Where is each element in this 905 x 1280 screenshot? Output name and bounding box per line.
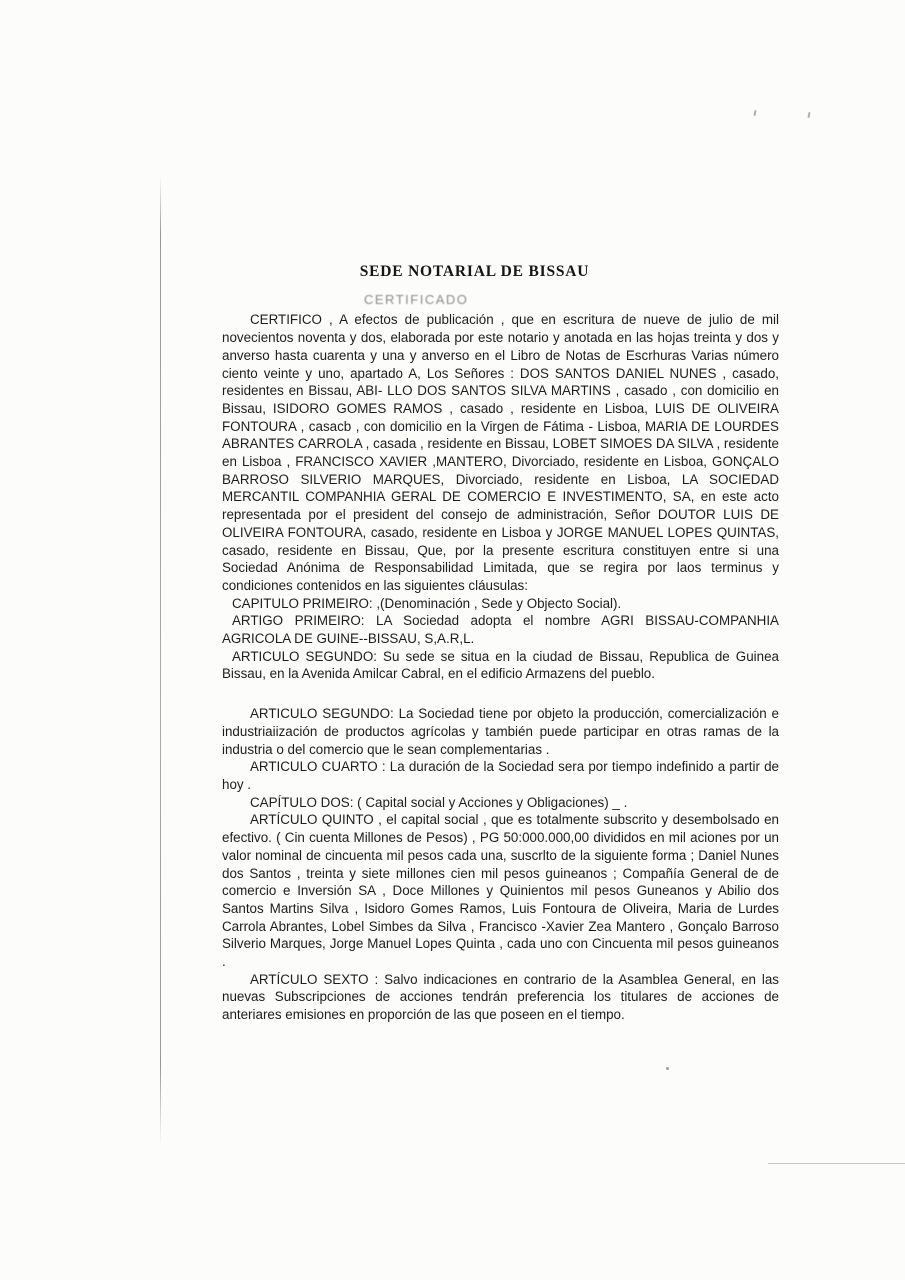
paragraph-articulo-quinto: ARTÍCULO QUINTO , el capital social , que es totalmente subscrito y desembolsado en efectivo. ( Cin cuenta Millones de Pesos) , PG 50:000.000,00 divididos en mil aciones por un valor nominal de cincuenta mil pesos cada una, suscrlto de la siguiente forma ; Daniel Nunes dos Santos , treinta y siete millones cien mil pesos guineanos ; Compañía General de de comercio e Inversión SA , Doce Millones y Quinientos mil pesos Guneanos y Abilio dos Santos Martins Silva , Isidoro Gomes Ramos, Luis Fontoura de Oliveira, Maria de Lurdes Carrola Abrantes, Lobel Simbes da Silva , Francisco -Xavier Zea Mantero , Gonçalo Barroso Silverio Marques, Jorge Manuel Lopes Quinta , cada uno con Cincuenta mil pesos guineanos . — [222, 812, 779, 970]
scan-edge-line — [768, 1163, 905, 1164]
ink-dot — [666, 1067, 669, 1070]
paragraph-articulo-sexto: ARTÍCULO SEXTO : Salvo indicaciones en contrario de la Asamblea General, en las nuevas Subscripciones de acciones tendrán preferencia los titulares de acciones de anteriares emisiones en proporción de las que poseen en el tiempo. — [222, 971, 779, 1023]
document-body — [222, 263, 779, 1024]
paragraph-artigo-primeiro: ARTIGO PRIMEIRO: LA Sociedad adopta el nombre AGRI BISSAU-COMPANHIA AGRICOLA DE GUINE--BISSAU, S,A.R,L. — [222, 613, 779, 647]
paragraph-certifico: CERTIFICO , A efectos de publicación , que en escritura de nueve de julio de mil novecientos noventa y dos, elaborada por este notario y anotada en las hojas treinta y dos y anverso hasta cuarenta y una y anverso en el Libro de Notas de Escrhuras Varias número ciento veinte y uno, apartado A, Los Señores : DOS SANTOS DANIEL NUNES , casado, residentes en Bissau, ABI- LLO DOS SANTOS SILVA MARTINS , casado , con domicilio en Bissau, ISIDORO GOMES RAMOS , casado , residente en Lisboa, LUIS DE OLIVEIRA FONTOURA , casacb , con domicilio en la Virgen de Fátima - Lisboa, MARIA DE LOURDES ABRANTES CARROLA , casada , residente en Bissau, LOBET SIMOES DA SILVA , residente en Lisboa , FRANCISCO XAVIER ,MANTERO, Divorciado, residente en Lisboa, GONÇALO BARROSO SILVERIO MARQUES, Divorciado, residente en Lisboa, LA SOCIEDAD MERCANTIL COMPANHIA GERAL DE COMERCIO E INVESTIMENTO, SA, en este acto representada por el president del consejo de administración, Señor DOUTOR LUIS DE OLIVEIRA FONTOURA, casado, residente en Lisboa y JORGE MANUEL LOPES QUINTAS, casado, residente en Bissau, Que, por la presente escritura constituyen entre si una Sociedad Anónima de Responsabilidad Limitada, que se regira por laos terminus y condiciones contenidos en las siguientes cláusulas: — [222, 312, 779, 593]
heading-capitulo-dos: CAPÍTULO DOS: ( Capital social y Acciones y Obligaciones) _ . — [250, 794, 628, 810]
scan-fold-line — [160, 176, 161, 1144]
scan-speck-icon — [753, 110, 756, 116]
document-title: SEDE NOTARIAL DE BISSAU — [359, 263, 590, 280]
paragraph-articulo-cuarto: ARTICULO CUARTO : La duración de la Sociedad sera por tiempo indefinido a partir de hoy . — [222, 759, 779, 792]
scan-speck-icon — [807, 112, 810, 118]
paragraph-articulo-segundo-objeto: ARTICULO SEGUNDO: La Sociedad tiene por objeto la producción, comercialización e industriaiización de productos agrícolas y también puede participar en otras ramas de la industria o del comercio que le sean complementarias . — [222, 706, 779, 757]
heading-capitulo-primeiro: CAPITULO PRIMEIRO: ,(Denominación , Sede y Objecto Social). — [232, 595, 622, 611]
paragraph-articulo-segundo-sede: ARTICULO SEGUNDO: Su sede se situa en la ciudad de Bissau, Republica de Guinea Bissau, en la Avenida Amilcar Cabral, en el edificio Armazens del pueblo. — [222, 648, 779, 682]
document-subtitle: CERTIFICADO — [364, 291, 469, 307]
